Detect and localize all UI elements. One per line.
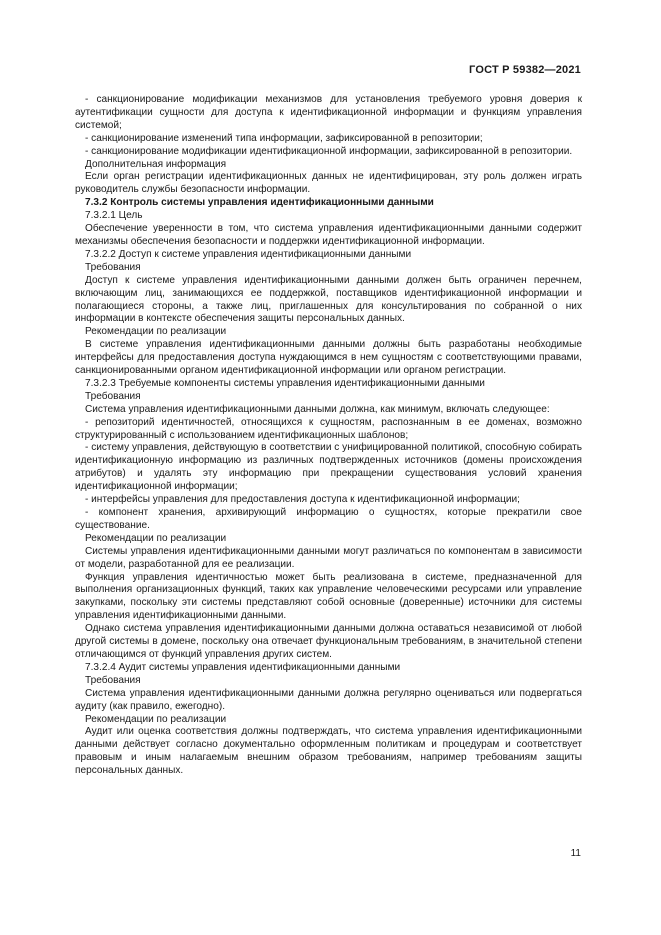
paragraph: - систему управления, действующую в соответствии с унифицированной политикой, способную собирать идентификационную информацию из различных подтвержденных источников (домены происхождения атрибутов) и удалять эту информацию при прекращении существования условий хранения идентификационной информации; xyxy=(75,442,582,493)
document-body xyxy=(75,94,582,778)
paragraph: 7.3.2.4 Аудит системы управления идентификационными данными xyxy=(85,661,401,673)
paragraph: - интерфейсы управления для предоставления доступа к идентификационной информации; xyxy=(85,494,520,506)
paragraph: Рекомендации по реализации xyxy=(85,532,227,544)
paragraph: Однако система управления идентификационными данными должна оставаться независимой от любой другой системы в домене, поскольку она отвечает функциональным требованиям, в значительной степени отличающимся от функций управления других систем. xyxy=(75,623,582,660)
paragraph: 7.3.2.3 Требуемые компоненты системы управления идентификационными данными xyxy=(85,377,485,389)
paragraph: Доступ к системе управления идентификационными данными должен быть ограничен перечнем, включающим лиц, занимающихся ее поддержкой, поставщиков идентификационной информации и полагающиеся стороны, а также лиц, приглашенных для консультирования по собранной о них информации в контексте обеспечения защиты персональных данных. xyxy=(75,274,582,325)
paragraph: Требования xyxy=(85,261,141,273)
section-heading: 7.3.2 Контроль системы управления идентификационными данными xyxy=(85,197,434,209)
paragraph: Дополнительная информация xyxy=(85,158,227,170)
paragraph: - санкционирование изменений типа информации, зафиксированной в репозитории; xyxy=(85,132,483,144)
paragraph: Аудит или оценка соответствия должны подтверждать, что система управления идентификационными данными действует согласно документально оформленным политикам и процедурам и соответствует правовым и иным налагаемым внешним образом требованиям, например требованиям защиты персональных данных. xyxy=(75,726,582,777)
page-number: 11 xyxy=(570,848,581,859)
paragraph: Если орган регистрации идентификационных данных не идентифицирован, эту роль должен играть руководитель службы безопасности информации. xyxy=(75,171,582,196)
paragraph: Функция управления идентичностью может быть реализована в системе, предназначенной для выполнения организационных функций, таких как управление человеческими ресурсами или управление закупками, поскольку эти системы представляют собой основные (доверенные) источники для системы управления идентификационными данными. xyxy=(75,571,582,622)
paragraph: Требования xyxy=(85,390,141,402)
paragraph: - санкционирование модификации механизмов для установления требуемого уровня доверия к аутентификации сущности для доступа к идентификационной информации и функциям управления системой; xyxy=(75,94,582,131)
paragraph: Система управления идентификационными данными должна, как минимум, включать следующее: xyxy=(85,403,550,415)
paragraph: В системе управления идентификационными данными должны быть разработаны необходимые интерфейсы для предоставления доступа нуждающимся в нем сущностям с соответствующими правами, санкционированными органом идентификационной информации или органом регистрации. xyxy=(75,339,582,377)
paragraph: Обеспечение уверенности в том, что система управления идентификационными данными содержит механизмы обеспечения безопасности и поддержки идентификационной информации. xyxy=(75,223,582,247)
paragraph: Системы управления идентификационными данными могут различаться по компонентам в зависимости от модели, разработанной для ее реализации. xyxy=(75,545,582,570)
paragraph: - санкционирование модификации идентификационной информации, зафиксированной в репозитории. xyxy=(85,145,573,157)
paragraph: 7.3.2.2 Доступ к системе управления идентификационными данными xyxy=(85,248,412,260)
paragraph: - компонент хранения, архивирующий информацию о сущностях, которые прекратили свое существование. xyxy=(75,507,582,531)
paragraph: Рекомендации по реализации xyxy=(85,713,227,725)
paragraph: Требования xyxy=(85,674,141,686)
paragraph: 7.3.2.1 Цель xyxy=(85,210,143,222)
paragraph: - репозиторий идентичностей, относящихся к сущностям, распознанным в ее доменах, возможно структурированный с использованием идентификационных шаблонов; xyxy=(75,416,582,441)
paragraph: Рекомендации по реализации xyxy=(85,326,227,338)
paragraph: Система управления идентификационными данными должна регулярно оцениваться или подвергаться аудиту (как правило, ежегодно). xyxy=(75,687,582,712)
document-standard-id: ГОСТ Р 59382—2021 xyxy=(469,64,581,76)
